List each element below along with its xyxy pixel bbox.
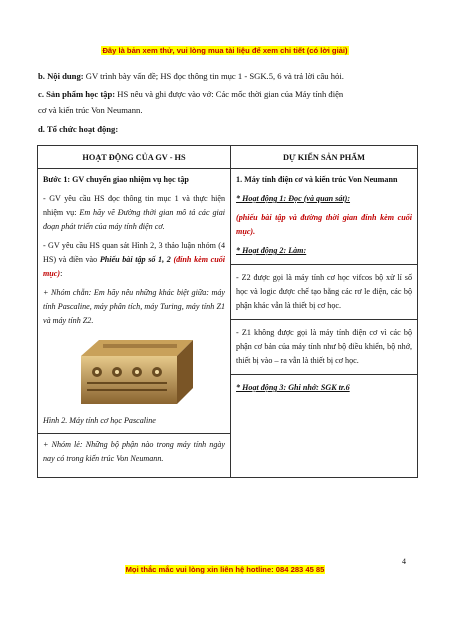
image-caption: Hình 2. Máy tính cơ học Pascaline [43,416,156,425]
z2-text: - Z2 được gọi là máy tính cơ học vifcos bộ xử lí số học và logic được chế tạo bằng các rơ le điện, các bộ phận khác vẫn là thiết bị cơ học. [236,273,412,310]
z1-text: - Z1 không được gọi là máy tính điện cơ vì các bộ phận cơ bản của máy tính như bộ điều khiển, bộ nhớ, thiết bị vào – ra vẫn là thiết bị cơ học. [236,328,412,365]
activity3-heading: * Hoạt động 3: Ghi nhớ: SGK tr.6 [236,383,350,392]
step1-title: Bước 1: GV chuyển giao nhiệm vụ học tập [43,175,189,184]
group-even-text: + Nhóm chẵn: Em hãy nêu những khác biệt giữa: máy tính Pascaline, máy phân tích, máy Turing, máy tính Z1 và máy tính Z2. [43,288,226,325]
activity-table [37,145,418,478]
section-heading: 1. Máy tính điện cơ và kiến trúc Von Neumann [236,175,398,184]
group-odd-text: + Nhóm lẻ: Những bộ phận nào trong máy tính ngày nay có trong kiến trúc Von Neumann. [43,440,226,463]
col2-header: DỰ KIẾN SẢN PHẨM [231,146,418,169]
task-text: - GV yêu cầu HS đọc thông tin mục 1 và thực hiện nhiệm vụ: Em hãy vẽ Đường thời gian mô tả các giai đoạn phát triển của máy tính điện cơ. [43,194,226,231]
content-c: c. Sản phẩm học tập: HS nêu và ghi được vào vở: Các mốc thời gian của Máy tính điện cơ và kiến trúc Von Neumann. [38,89,344,115]
content-b: b. Nội dung: GV trình bày vấn đề; HS đọc thông tin mục 1 - SGK.5, 6 và trả lời câu hỏi. [38,71,344,81]
activity1-note: (phiếu bài tập và đường thời gian đính kèm cuối mục). [236,213,412,236]
cell-divider [38,433,230,434]
pascaline-image [43,334,225,408]
content-d: d. Tổ chức hoạt động: [38,124,119,134]
teacher-activities-cell [38,169,231,478]
expected-products-cell [231,169,418,478]
page-number: 4 [402,557,406,566]
cell-divider [231,264,417,265]
col1-header: HOẠT ĐỘNG CỦA GV - HS [38,146,231,169]
cell-divider [231,319,417,320]
activity1-heading: * Hoạt động 1: Đọc (và quan sát): [236,194,351,203]
activity2-heading: * Hoạt động 2: Làm: [236,246,307,255]
cell-divider [231,374,417,375]
hotline-footer: Mọi thắc mắc vui lòng xin liên hệ hotline: 084 283 45 85 [125,565,325,574]
observe-text: - GV yêu cầu HS quan sát Hình 2, 3 thảo luận nhóm (4 HS) và điền vào Phiếu bài tập số 1, 2 (đính kèm cuối mục): [43,241,226,278]
preview-banner: Đây là bản xem thử, vui lòng mua tài liệu để xem chi tiết (có lời giải) [102,46,348,55]
